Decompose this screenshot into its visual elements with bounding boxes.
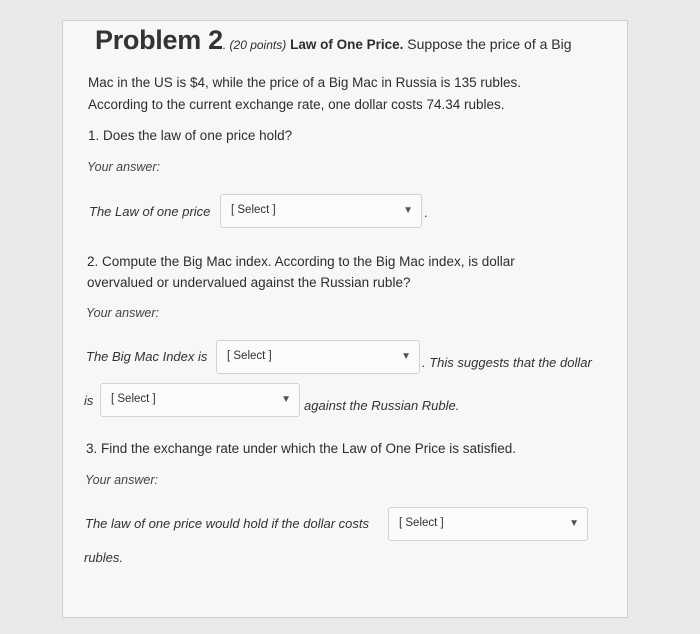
q2-index-select-value: [ Select ] bbox=[227, 350, 272, 362]
problem-intro-3: According to the current exchange rate, one dollar costs 74.34 rubles. bbox=[88, 97, 505, 112]
q2-valuation-select-value: [ Select ] bbox=[111, 393, 156, 405]
q3-prefix: The law of one price would hold if the dollar costs bbox=[85, 516, 369, 531]
q1-select-value: [ Select ] bbox=[231, 204, 276, 216]
chevron-down-icon: ▼ bbox=[401, 351, 411, 362]
q2-is-label: is bbox=[84, 393, 94, 408]
problem-header bbox=[95, 25, 615, 56]
q2-middle: . This suggests that the dollar bbox=[422, 355, 592, 370]
problem-points: . (20 points) bbox=[222, 38, 287, 52]
q3-suffix: rubles. bbox=[84, 550, 124, 565]
q3-select[interactable] bbox=[388, 507, 588, 541]
q2-valuation-select[interactable] bbox=[100, 383, 300, 417]
q1-prefix: The Law of one price bbox=[89, 204, 211, 219]
problem-title: Problem 2 bbox=[95, 25, 223, 55]
q2-suffix: against the Russian Ruble. bbox=[304, 398, 460, 413]
problem-topic: Law of One Price. bbox=[290, 37, 404, 52]
q1-period: . bbox=[424, 205, 428, 220]
q1-answer-label: Your answer: bbox=[87, 160, 160, 174]
chevron-down-icon: ▼ bbox=[281, 394, 291, 405]
q1-select[interactable] bbox=[220, 194, 422, 228]
q2-index-select[interactable] bbox=[216, 340, 420, 374]
problem-intro-2: Mac in the US is $4, while the price of a Big Mac in Russia is 135 rubles. bbox=[88, 75, 521, 90]
q2-question-1: 2. Compute the Big Mac index. According to the Big Mac index, is dollar bbox=[87, 254, 515, 269]
problem-intro-1: Suppose the price of a Big bbox=[403, 36, 572, 52]
q3-question: 3. Find the exchange rate under which the Law of One Price is satisfied. bbox=[86, 441, 516, 456]
q3-answer-label: Your answer: bbox=[85, 473, 158, 487]
chevron-down-icon: ▼ bbox=[569, 518, 579, 529]
q3-select-value: [ Select ] bbox=[399, 517, 444, 529]
q1-question: 1. Does the law of one price hold? bbox=[88, 128, 293, 143]
chevron-down-icon: ▼ bbox=[403, 205, 413, 216]
q2-prefix: The Big Mac Index is bbox=[86, 349, 208, 364]
q2-question-2: overvalued or undervalued against the Russian ruble? bbox=[87, 275, 411, 290]
q2-answer-label: Your answer: bbox=[86, 306, 159, 320]
